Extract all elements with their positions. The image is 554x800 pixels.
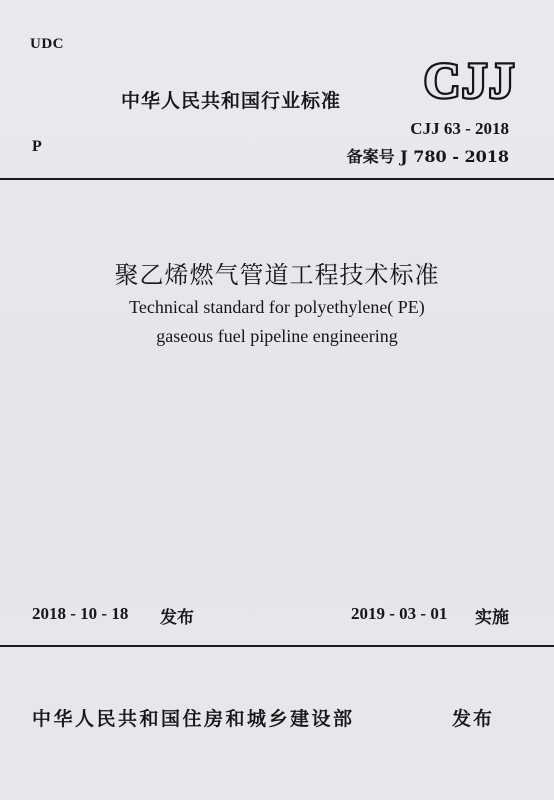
implementation-label: 实施 xyxy=(475,608,509,628)
title-english-line1: Technical standard for polyethylene( PE) xyxy=(129,297,425,317)
cjj-logo xyxy=(418,53,523,107)
standard-code: CJJ 63 - 2018 xyxy=(410,119,509,138)
record-number: 备案号 J 780 - 2018 xyxy=(346,147,509,166)
category-label: P xyxy=(32,138,42,155)
bottom-divider xyxy=(0,645,554,647)
publisher-action: 发布 xyxy=(452,708,495,730)
top-divider xyxy=(0,178,554,180)
title-english-line2: gaseous fuel pipeline engineering xyxy=(156,326,398,346)
udc-label: UDC xyxy=(30,36,64,52)
implementation-date: 2019 - 03 - 01 xyxy=(351,604,448,623)
issue-date: 2018 - 10 - 18 xyxy=(32,604,129,623)
title-chinese: 聚乙烯燃气管道工程技术标准 xyxy=(114,261,440,289)
issue-label: 发布 xyxy=(160,608,194,628)
publisher-name: 中华人民共和国住房和城乡建设部 xyxy=(32,708,355,730)
cjj-logo-text: CJJ xyxy=(423,53,517,107)
industry-standard-heading: 中华人民共和国行业标准 xyxy=(121,90,342,112)
